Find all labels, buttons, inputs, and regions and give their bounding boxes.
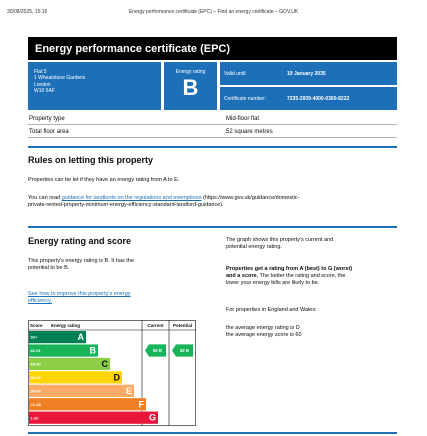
- graph-explanation-line2: potential energy rating.: [226, 244, 282, 250]
- potential-rating-label: 82 B: [180, 348, 189, 354]
- band-bar-f: [48, 398, 146, 410]
- band-score-e: 39-54: [30, 388, 41, 394]
- band-letter-e: E: [125, 385, 132, 396]
- valid-until-value: 19 January 2035: [287, 71, 326, 77]
- floor-area-label: Total floor area: [29, 129, 69, 135]
- score-column-header: Score: [30, 323, 43, 328]
- average-rating-line: the average energy rating is D: [226, 325, 300, 331]
- certificate-number-label: Certificate number:: [224, 96, 267, 102]
- address-line: W10 5AF: [34, 87, 55, 94]
- graph-explanation-line1: The graph shows this property's current and: [226, 237, 334, 243]
- print-date: 30/08/2025, 15:16: [7, 9, 48, 15]
- letting-paragraph: Properties can be let if they have an energy rating from A to E.: [28, 177, 180, 183]
- letting-guidance-prefix: You can read: [28, 195, 62, 201]
- band-score-a: 92+: [30, 334, 38, 340]
- energy-rating-value: B: [182, 75, 199, 100]
- band-letter-b: B: [89, 345, 96, 356]
- band-bar-g: [48, 412, 158, 424]
- band-score-g: 1-20: [30, 415, 39, 421]
- letting-guidance: [28, 195, 397, 209]
- band-score-f: 21-38: [30, 401, 41, 407]
- address-block: [28, 62, 161, 110]
- band-score-c: 69-80: [30, 361, 41, 367]
- landlord-guidance-link[interactable]: guidance for landlords on the regulations and exemptions: [61, 195, 202, 201]
- energy-rating-label: Energy rating: [175, 69, 206, 75]
- rating-explanation-bold2: and a score.: [226, 273, 259, 279]
- band-letter-f: F: [138, 399, 144, 410]
- valid-until-row: [220, 62, 397, 85]
- epc-chart-svg: [28, 320, 196, 426]
- energy-heading: Energy rating and score: [28, 236, 132, 246]
- print-header: [7, 9, 420, 17]
- energy-paragraph-line1: This property's energy rating is B. It has the: [28, 258, 134, 264]
- address-line: Flat 5: [34, 69, 47, 75]
- floor-area-value: 52 square metres: [226, 129, 273, 135]
- band-letter-c: C: [101, 358, 108, 369]
- average-score-line: the average energy score is 60: [226, 332, 302, 338]
- guidance-url-line2: private-rented-property-minimum-energy-efficiency-standard-landlord-guidance).: [28, 202, 224, 208]
- current-column-header: Current: [147, 323, 164, 328]
- valid-until-label: Valid until:: [224, 71, 247, 77]
- epc-rating-chart: [28, 320, 196, 426]
- energy-paragraph: [28, 258, 134, 272]
- improve-link-line2: efficiency.: [28, 298, 52, 304]
- energy-rating-box: [164, 62, 217, 110]
- average-ratings: [226, 325, 302, 339]
- band-score-b: 81-91: [30, 348, 41, 354]
- address-line: 1 Wheatstone Gardens: [34, 75, 86, 82]
- letting-heading: Rules on letting this property: [28, 155, 154, 165]
- improve-link-line1: See how to improve this property's energy: [28, 291, 131, 297]
- guidance-url-line1: (https://www.gov.uk/guidance/domestic-: [203, 195, 300, 201]
- band-letter-a: A: [77, 332, 84, 343]
- current-rating-label: 82 B: [153, 348, 162, 354]
- print-title: Energy performance certificate (EPC) – Find an energy certificate – GOV.UK: [128, 9, 299, 15]
- page-title: Energy performance certificate (EPC): [28, 37, 397, 60]
- address-line: London: [34, 81, 51, 88]
- potential-column-header: Potential: [172, 323, 193, 328]
- property-type-value: Mid-floor flat: [226, 116, 260, 122]
- graph-explanation: [226, 237, 333, 251]
- band-letter-g: G: [148, 412, 156, 423]
- band-bar-d: [48, 371, 122, 383]
- band-bar-e: [48, 385, 134, 397]
- band-score-d: 55-68: [30, 375, 41, 380]
- property-type-row: [28, 113, 397, 125]
- section-divider: [28, 432, 397, 434]
- rating-explanation-line3: lower your energy bills are likely to be.: [226, 280, 320, 286]
- section-divider: [28, 146, 397, 148]
- band-letter-d: D: [113, 372, 120, 383]
- certificate-details: [220, 62, 397, 110]
- floor-area-row: [28, 126, 397, 138]
- improve-efficiency-link[interactable]: [28, 291, 131, 305]
- rating-explanation-bold1: Properties get a rating from A (best) to G (worst): [226, 266, 353, 272]
- property-type-label: Property type: [29, 116, 65, 122]
- certificate-number-value: 7235-3939-4000-0360-8222: [287, 96, 350, 102]
- section-divider: [28, 226, 397, 228]
- rating-explanation: [226, 266, 352, 287]
- england-wales-intro: For properties in England and Wales:: [226, 307, 317, 313]
- rating-column-header: Energy rating: [51, 323, 81, 328]
- energy-paragraph-line2: potential to be B.: [28, 265, 70, 271]
- certificate-number-row: [220, 87, 397, 110]
- rating-explanation-rest: The better the rating and score, the: [258, 273, 346, 279]
